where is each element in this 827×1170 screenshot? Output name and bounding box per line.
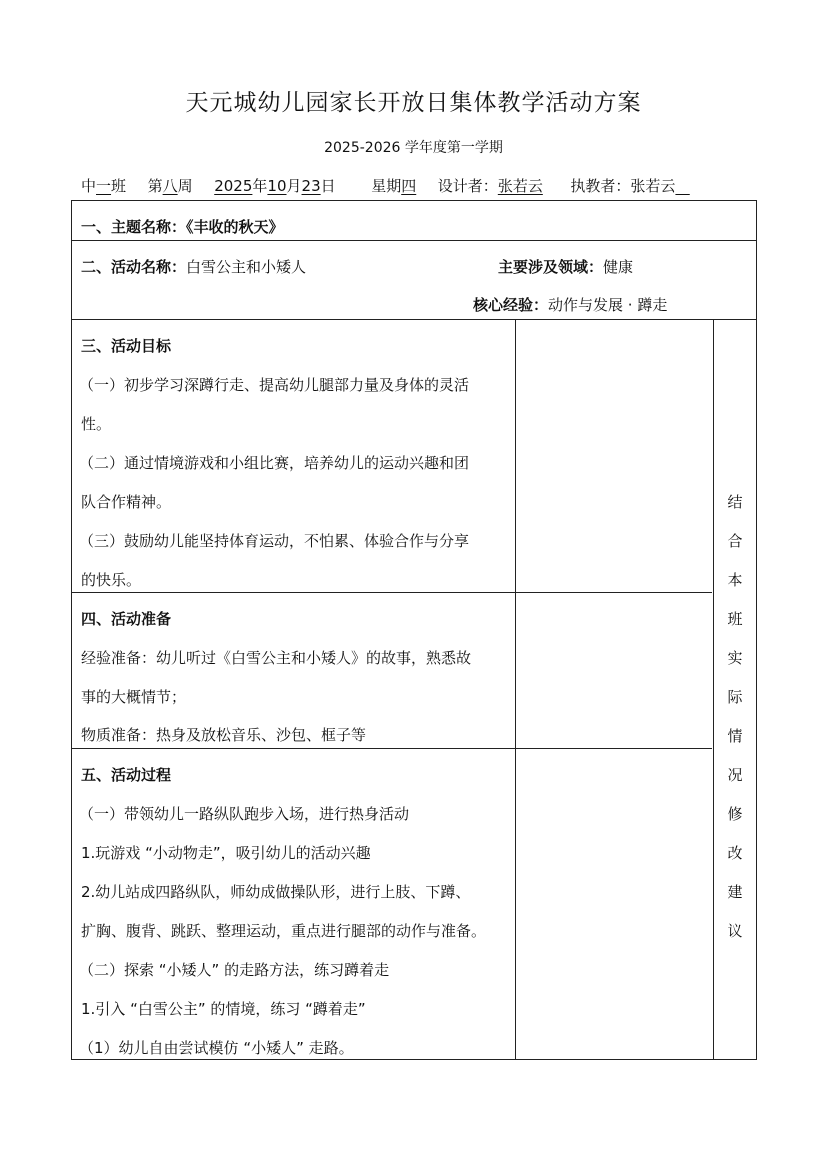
process-line: （一）带领幼儿一路纵队跑步入场，进行热身活动 (79, 805, 410, 823)
remark-char: 建 (727, 883, 743, 901)
process-line: 扩胸、腹背、跳跃、整理运动，重点进行腿部的动作与准备。 (81, 922, 487, 940)
section-heading-process: 五、活动过程 (81, 766, 172, 784)
date-day: 23 (301, 177, 321, 195)
remark-column (713, 483, 757, 951)
teacher-label: 执教者： (570, 177, 631, 195)
section-heading-preparation: 四、活动准备 (81, 610, 172, 628)
goal-line: 性。 (81, 415, 112, 433)
remark-char: 况 (727, 766, 743, 784)
theme-name: 一、主题名称：《丰收的秋天》 (81, 218, 284, 236)
preparation-line: 物质准备：热身及放松音乐、沙包、框子等 (81, 726, 367, 744)
remark-char: 实 (727, 649, 743, 667)
plan-table (71, 200, 757, 1060)
designer-name: 张若云 (497, 177, 543, 195)
month-label: 月 (286, 177, 302, 195)
process-line: 2.幼儿站成四路纵队，师幼成做操队形，进行上肢、下蹲、 (81, 883, 471, 901)
domain-field: 主要涉及领域：健康 (498, 258, 634, 276)
week-value: 八 (162, 177, 178, 195)
remark-char: 修 (727, 805, 743, 823)
teacher-name: 张若云 (630, 177, 676, 195)
remark-char: 情 (727, 727, 743, 745)
goal-line: 的快乐。 (81, 571, 142, 589)
process-line: 1.引入 “白雪公主” 的情境，练习 “蹲着走” (81, 1000, 366, 1018)
remark-char: 结 (727, 493, 743, 511)
week-suffix: 周 (177, 177, 193, 195)
designer-label: 设计者： (437, 177, 498, 195)
process-line: （1）幼儿自由尝试模仿 “小矮人” 走路。 (79, 1039, 354, 1057)
goal-line: 队合作精神。 (81, 493, 172, 511)
remark-char: 班 (727, 610, 743, 628)
row-divider (72, 319, 756, 320)
day-label: 日 (320, 177, 336, 195)
remark-char: 本 (727, 571, 743, 589)
date-month: 10 (267, 177, 287, 195)
row-divider (72, 240, 756, 241)
weekday-value: 四 (401, 177, 417, 195)
process-line: （二）探索 “小矮人” 的走路方法，练习蹲着走 (79, 961, 390, 979)
preparation-line: 事的大概情节； (81, 688, 187, 706)
class-grade: 一 (96, 177, 112, 195)
remark-char: 际 (727, 688, 743, 706)
class-prefix: 中 (81, 177, 97, 195)
goal-line: （三）鼓励幼儿能坚持体育运动，不怕累、体验合作与分享 (79, 532, 470, 550)
goal-line: （二）通过情境游戏和小组比赛，培养幼儿的运动兴趣和团 (79, 454, 470, 472)
year-label: 年 (252, 177, 268, 195)
goal-line: （一）初步学习深蹲行走、提高幼儿腿部力量及身体的灵活 (79, 376, 470, 394)
date-year: 2025 (214, 177, 253, 195)
remark-char: 议 (727, 922, 743, 940)
weekday-label: 星期 (371, 177, 402, 195)
preparation-line: 经验准备：幼儿听过《白雪公主和小矮人》的故事，熟悉故 (81, 649, 472, 667)
week-prefix: 第 (147, 177, 163, 195)
meta-line (81, 175, 690, 196)
class-suffix: 班 (111, 177, 127, 195)
remark-char: 合 (727, 532, 743, 550)
term-subtitle: 2025-2026 学年度第一学期 (324, 140, 503, 156)
remark-char: 改 (727, 844, 743, 862)
activity-name: 二、活动名称：白雪公主和小矮人 (81, 258, 307, 276)
page-title: 天元城幼儿园家长开放日集体教学活动方案 (185, 90, 642, 116)
row-divider (72, 592, 712, 593)
column-divider (515, 319, 516, 1059)
section-heading-goals: 三、活动目标 (81, 337, 172, 355)
core-experience-field: 核心经验：动作与发展 · 蹲走 (473, 296, 668, 314)
row-divider (72, 748, 712, 749)
process-line: 1.玩游戏 “小动物走”，吸引幼儿的活动兴趣 (81, 844, 371, 862)
